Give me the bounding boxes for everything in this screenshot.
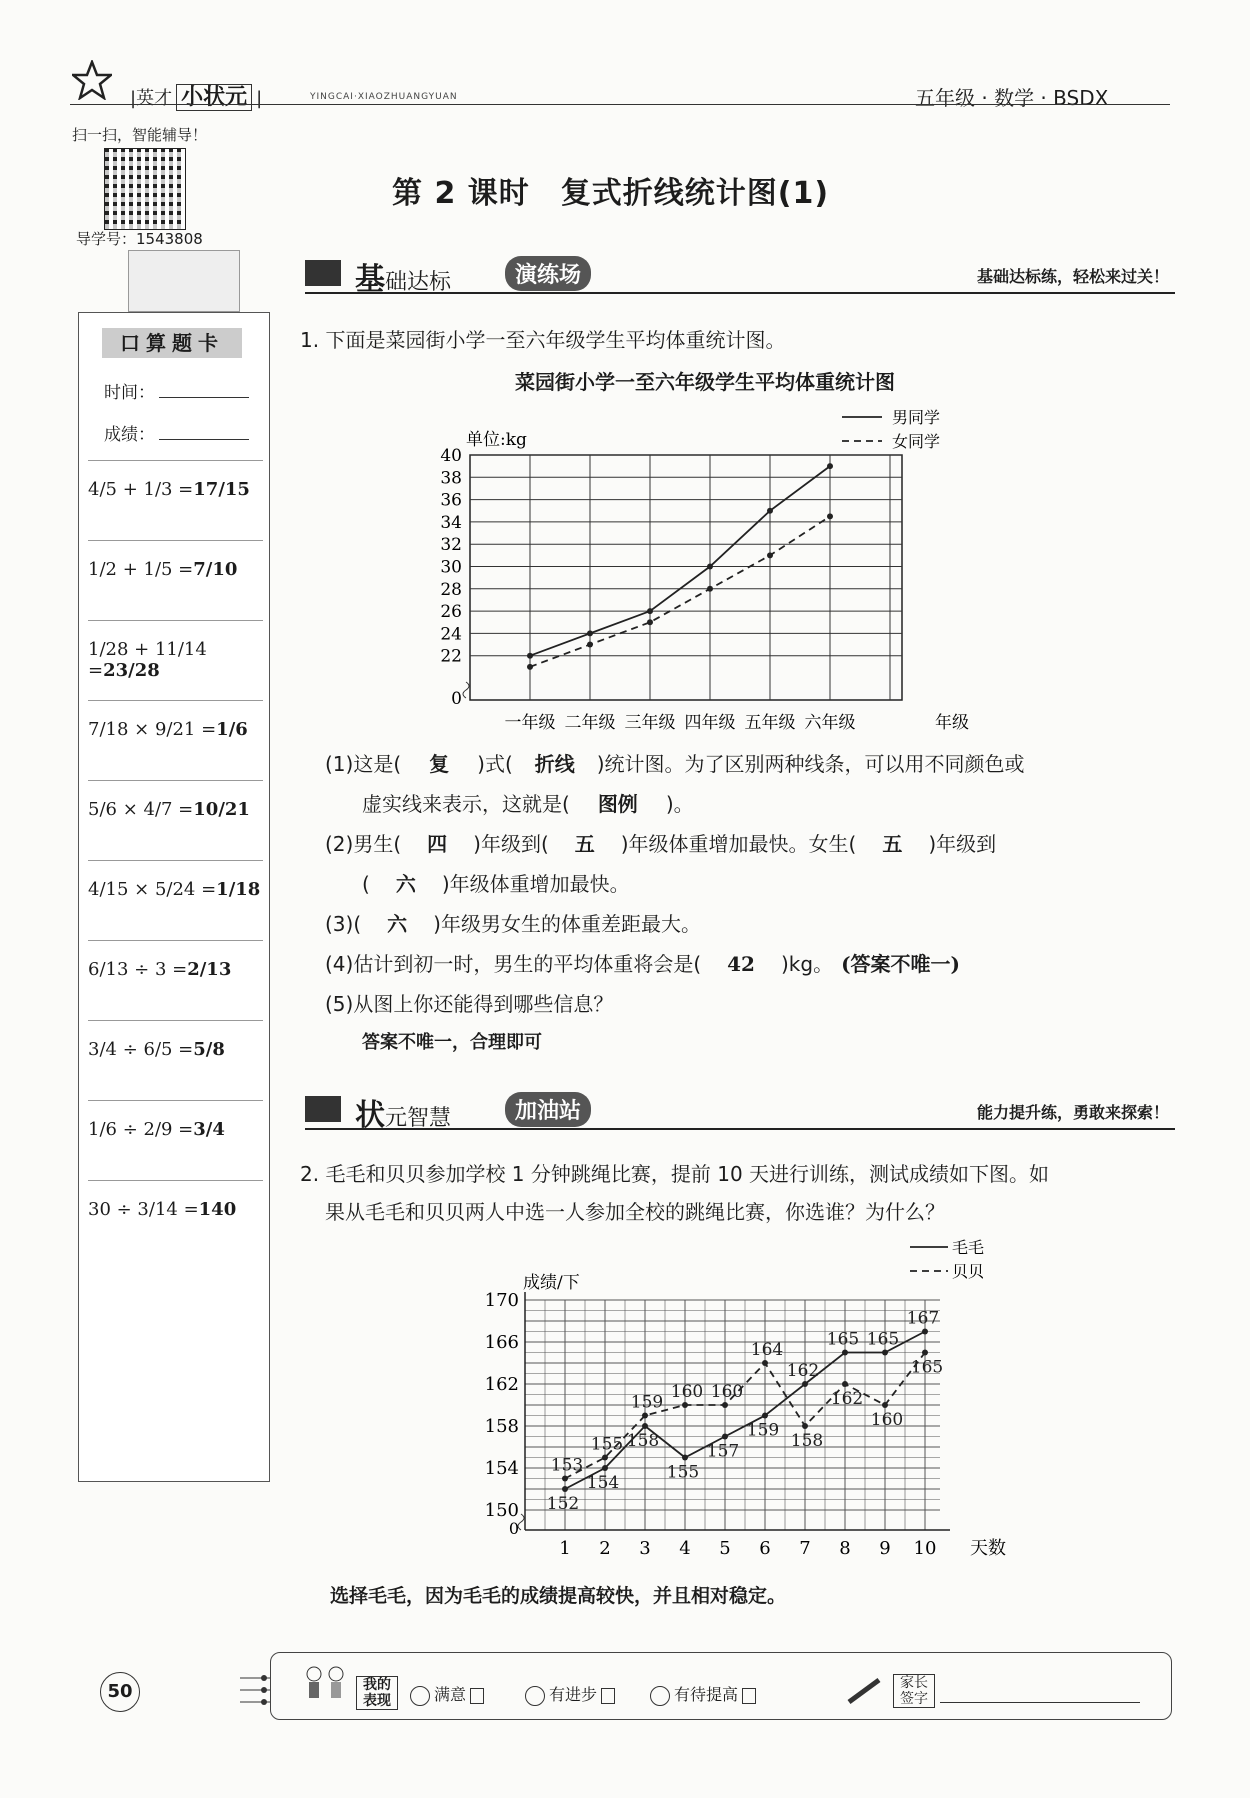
chart2-data-label: 155 — [590, 1434, 624, 1455]
chart1-point — [587, 630, 593, 636]
q1-p2-text-a: (2)男生( — [325, 832, 402, 856]
chart1-legend-label: 女同学 — [892, 432, 941, 451]
card-title: 口算题卡 — [102, 328, 242, 358]
time-blank[interactable] — [159, 397, 249, 398]
calc-expr-text: 1/28 + 11/14 = — [88, 639, 207, 681]
chart2-data-label: 165 — [910, 1357, 944, 1378]
chart1-xtick-label: 三年级 — [624, 713, 676, 733]
chart2-ytick-label: 150 — [484, 1500, 519, 1521]
calc-answer[interactable]: 23/28 — [103, 660, 160, 681]
q1-p2-answer-3[interactable]: 五 — [882, 832, 903, 856]
chart1-ytick-label: 30 — [440, 557, 462, 578]
chart1-ytick-label: 36 — [440, 490, 462, 511]
q1-p1-answer-2[interactable]: 折线 — [534, 752, 575, 776]
chart2-data-label: 158 — [626, 1431, 660, 1451]
chart2-xtick-label: 7 — [799, 1538, 811, 1559]
grade-subject: 五年级 · 数学 · BSDX — [915, 86, 1109, 110]
option-satisfied-label: 满意 — [434, 1685, 467, 1704]
chart2-data-label: 162 — [830, 1389, 864, 1409]
chart1-ytick-label: 32 — [440, 535, 462, 556]
q1-part4 — [325, 950, 960, 978]
q1-stem: 1. 下面是菜园街小学一至六年级学生平均体重统计图。 — [300, 328, 786, 352]
chart2-legend-label: 贝贝 — [952, 1262, 985, 1281]
brand-part-a: 英才 — [136, 88, 173, 109]
q1-p1-text-c: )统计图。为了区别两种线条，可以用不同颜色或 — [596, 752, 1025, 776]
chart2-data-label: 159 — [630, 1392, 664, 1413]
chart2-xtick-label: 2 — [599, 1538, 611, 1559]
chart2-point — [802, 1381, 808, 1387]
calc-item — [88, 860, 263, 931]
chart2-data-label: 155 — [666, 1462, 700, 1483]
chart1-ytick-label: 24 — [440, 624, 462, 645]
brand-name: |英才 小状元 | — [130, 85, 263, 110]
chart1-point — [707, 586, 713, 592]
option-progress-checkbox[interactable] — [601, 1688, 615, 1704]
q2-stem-line2: 果从毛毛和贝贝两人中选一人参加全校的跳绳比赛，你选谁？为什么？ — [325, 1200, 945, 1224]
chart2-data-label: 154 — [586, 1473, 620, 1493]
time-field — [104, 378, 249, 403]
calc-answer[interactable]: 5/8 — [193, 1039, 225, 1060]
calc-expression — [88, 1039, 225, 1060]
page-number: 50 — [100, 1672, 140, 1712]
calc-expression — [88, 1119, 225, 1140]
calc-item — [88, 1020, 263, 1091]
chart2-data-label: 152 — [546, 1494, 580, 1514]
chart1-point — [527, 664, 533, 670]
chart2-point — [802, 1423, 808, 1429]
chart1-legend-label: 男同学 — [892, 408, 941, 427]
chart1-ytick-label: 22 — [440, 646, 462, 667]
q1-p1-answer-3[interactable]: 图例 — [597, 792, 638, 816]
chart2-data-label: 153 — [550, 1455, 584, 1476]
my-performance-label: 我的表现 — [356, 1676, 398, 1710]
calc-expr-text: 4/5 + 1/3 = — [88, 479, 194, 500]
chart2-data-label: 160 — [710, 1382, 744, 1402]
chart1-point — [827, 513, 833, 519]
q1-p2-answer-1[interactable]: 四 — [427, 832, 448, 856]
chart2-data-label: 167 — [906, 1308, 940, 1329]
q1-p2-answer-4[interactable]: 六 — [395, 872, 416, 896]
chart1-ytick-label: 26 — [440, 602, 462, 623]
chart2-data-label: 160 — [870, 1410, 904, 1430]
q1-p4-text-b: )kg。 — [780, 952, 834, 976]
chart2-point — [682, 1455, 688, 1461]
calc-item — [88, 1100, 263, 1171]
chart1-point — [767, 508, 773, 514]
q1-p1-text-a: (1)这是( — [325, 752, 402, 776]
q1-p2-answer-2[interactable]: 五 — [574, 832, 595, 856]
chart2-ylabel: 成绩/下 — [523, 1273, 580, 1293]
calc-expression — [88, 879, 260, 900]
calc-answer[interactable]: 7/10 — [193, 559, 238, 580]
calc-expr-text: 1/2 + 1/5 = — [88, 559, 194, 580]
section-advanced-title-small: 元智慧 — [385, 1106, 452, 1131]
chart2-point — [682, 1402, 688, 1408]
chart2-point — [762, 1360, 768, 1366]
chart1-xtick-label: 一年级 — [504, 713, 556, 733]
chart2-data-label: 165 — [826, 1329, 860, 1350]
calc-expr-text: 30 ÷ 3/14 = — [88, 1199, 199, 1220]
calc-expression — [88, 639, 263, 681]
calc-expression — [88, 799, 250, 820]
calc-expr-text: 4/15 × 5/24 = — [88, 879, 217, 900]
section-basic-title — [355, 254, 451, 298]
q1-p1-text-e: )。 — [665, 792, 694, 816]
score-field — [104, 420, 249, 445]
chart1-ytick-label: 38 — [440, 468, 462, 489]
chart2-ytick-label: 154 — [484, 1458, 519, 1479]
q2-stem-line1: 2. 毛毛和贝贝参加学校 1 分钟跳绳比赛，提前 10 天进行训练，测试成绩如下图。如 — [300, 1162, 1050, 1186]
chart2-xtick-label: 1 — [559, 1538, 571, 1559]
section-advanced-badge: 加油站 — [505, 1092, 591, 1127]
chart2-data-label: 159 — [746, 1420, 780, 1441]
section-advanced-title-big: 状 — [355, 1098, 385, 1133]
chart2-point — [562, 1486, 568, 1492]
chart1-ytick-label: 28 — [440, 579, 462, 600]
chart2-point — [842, 1381, 848, 1387]
bar-chart-icon — [305, 260, 341, 286]
option-progress-label: 有进步 — [549, 1685, 598, 1704]
chart1-point — [827, 463, 833, 469]
q1-part5: (5)从图上你还能得到哪些信息？ — [325, 992, 614, 1016]
calc-item — [88, 1180, 263, 1251]
header-rule — [70, 104, 1170, 105]
chart2-point — [642, 1423, 648, 1429]
q1-p4-note: (答案不唯一) — [841, 952, 961, 976]
chart2-data-label: 164 — [750, 1340, 784, 1360]
score-label: 成绩： — [104, 425, 155, 445]
chart1-xtick-label: 二年级 — [564, 713, 616, 733]
calc-answer[interactable]: 1/18 — [216, 879, 261, 900]
calc-expression — [88, 479, 250, 500]
time-label: 时间： — [104, 383, 155, 403]
chart2-point — [562, 1476, 568, 1482]
chart1-point — [767, 552, 773, 558]
chart1-axis-break — [463, 682, 469, 698]
chart1-title: 菜园街小学一至六年级学生平均体重统计图 — [515, 370, 895, 394]
chart2-xtick-label: 10 — [913, 1538, 937, 1559]
brand-pinyin: YINGCAI·XIAOZHUANGYUAN — [310, 92, 458, 102]
chart2-xtick-label: 4 — [679, 1538, 691, 1559]
calc-item — [88, 780, 263, 851]
calc-expr-text: 5/6 × 4/7 = — [88, 799, 194, 820]
q1-p1-text-d: 虚实线来表示，这就是( — [362, 792, 570, 816]
parent-sign-line[interactable] — [940, 1702, 1140, 1703]
chart2-xtick-label: 3 — [639, 1538, 651, 1559]
q2-answer[interactable]: 选择毛毛，因为毛毛的成绩提高较快，并且相对稳定。 — [330, 1585, 787, 1607]
calc-expression — [88, 1199, 236, 1220]
q1-part2-line1 — [325, 830, 996, 858]
chart2-point — [922, 1350, 928, 1356]
section-basic-badge: 演练场 — [505, 256, 591, 291]
q1-p2-text-c: )年级体重增加最快。女生( — [620, 832, 857, 856]
q1-part3 — [325, 910, 701, 938]
chart1-series-line — [530, 466, 830, 656]
grin-face-icon — [525, 1686, 545, 1706]
q1-p3-answer[interactable]: 六 — [387, 912, 408, 936]
chart2-point — [922, 1329, 928, 1335]
q1-p2-text-b: )年级到( — [473, 832, 549, 856]
smile-face-icon — [410, 1686, 430, 1706]
qr-code-icon[interactable] — [104, 148, 186, 230]
lesson-title: 第 2 课时 复式折线统计图(1) — [392, 176, 830, 211]
calc-expression — [88, 959, 231, 980]
calc-item — [88, 460, 263, 531]
chart1-xtick-label: 四年级 — [684, 713, 736, 733]
chart2-point — [762, 1413, 768, 1419]
trophy-icon — [305, 1096, 341, 1122]
q1-p1-answer-1[interactable]: 复 — [429, 752, 450, 776]
section-advanced-title — [355, 1090, 451, 1134]
chart2-ytick-label: 162 — [484, 1374, 519, 1395]
weight-line-chart — [380, 400, 1080, 740]
calc-expr-text: 3/4 ÷ 6/5 = — [88, 1039, 194, 1060]
q1-p2-text-d: )年级到 — [928, 832, 997, 856]
calc-expr-text: 6/13 ÷ 3 = — [88, 959, 188, 980]
chart1-xtick-label: 五年级 — [744, 713, 796, 733]
chart1-ytick-label: 40 — [440, 446, 462, 466]
chart1-unit-label: 单位:kg — [466, 430, 527, 450]
star-logo-icon — [72, 60, 112, 100]
section-advanced-bar — [305, 1090, 1175, 1133]
option-progress[interactable] — [525, 1682, 615, 1706]
calc-expr-text: 7/18 × 9/21 = — [88, 719, 217, 740]
q1-part2-line2 — [362, 870, 630, 898]
option-improve[interactable] — [650, 1682, 756, 1706]
chart2-data-label: 165 — [866, 1329, 900, 1350]
neutral-face-icon — [650, 1686, 670, 1706]
section-basic-title-big: 基 — [355, 262, 385, 297]
chart2-xtick-label: 6 — [759, 1538, 771, 1559]
chart1-point — [647, 608, 653, 614]
chart2-point — [602, 1455, 608, 1461]
chart1-point — [647, 619, 653, 625]
chart2-xtick-label: 5 — [719, 1538, 731, 1559]
chart2-data-label: 162 — [786, 1361, 820, 1381]
calc-answer[interactable]: 140 — [198, 1199, 237, 1220]
chart2-ytick-label: 166 — [484, 1332, 519, 1353]
connector-icon — [240, 1670, 270, 1710]
calc-answer[interactable]: 17/15 — [193, 479, 250, 500]
q1-p3-text-a: (3)( — [325, 912, 362, 936]
chart1-xaxis-label: 年级 — [935, 713, 969, 733]
chart2-ytick-label: 170 — [484, 1290, 519, 1311]
calc-item — [88, 700, 263, 771]
chart2-legend-label: 毛毛 — [952, 1238, 985, 1257]
q1-p3-text-b: )年级男女生的体重差距最大。 — [433, 912, 701, 936]
chart2-ytick-label: 158 — [484, 1416, 519, 1437]
q1-p4-text-a: (4)估计到初一时，男生的平均体重将会是( — [325, 952, 702, 976]
q1-part1-line1 — [325, 750, 1025, 778]
guide-number: 导学号：1543808 — [76, 230, 203, 248]
q1-part5-answer[interactable]: 答案不唯一，合理即可 — [362, 1032, 542, 1053]
calc-item — [88, 940, 263, 1011]
chart2-point — [882, 1402, 888, 1408]
rope-skipping-chart — [470, 1235, 1030, 1580]
chart1-point — [587, 642, 593, 648]
chart2-data-label: 160 — [670, 1382, 704, 1402]
chart2-xtick-label: 8 — [839, 1538, 851, 1559]
calc-answer[interactable]: 1/6 — [216, 719, 248, 740]
section-advanced-slogan: 能力提升练，勇敢来探索！ — [976, 1103, 1169, 1122]
option-improve-checkbox[interactable] — [742, 1688, 756, 1704]
calc-answer[interactable]: 3/4 — [193, 1119, 225, 1140]
chart2-point — [842, 1350, 848, 1356]
chart1-series-line — [530, 516, 830, 667]
pen-icon — [845, 1676, 885, 1706]
chart1-frame — [470, 455, 902, 700]
calc-answer[interactable]: 2/13 — [187, 959, 232, 980]
chart2-xaxis-label: 天数 — [970, 1538, 1006, 1559]
q1-p2-text-f: )年级体重增加最快。 — [441, 872, 630, 896]
q1-p1-text-b: )式( — [477, 752, 513, 776]
chart2-ytick-label: 0 — [508, 1519, 519, 1538]
chart2-data-label: 158 — [790, 1431, 824, 1451]
chart1-ytick-label: 34 — [440, 512, 462, 533]
chart2-point — [642, 1413, 648, 1419]
calc-item — [88, 540, 263, 611]
calc-expression — [88, 559, 237, 580]
chart2-point — [722, 1402, 728, 1408]
q1-p4-answer[interactable]: 42 — [727, 952, 755, 976]
q1-part1-line2 — [362, 790, 694, 818]
chart2-xtick-label: 9 — [879, 1538, 891, 1559]
calc-expr-text: 1/6 ÷ 2/9 = — [88, 1119, 194, 1140]
kids-icon — [300, 1664, 350, 1710]
option-satisfied[interactable] — [410, 1682, 484, 1706]
chart2-point — [602, 1465, 608, 1471]
brand-part-b: 小状元 — [176, 84, 252, 111]
option-improve-label: 有待提高 — [674, 1685, 739, 1704]
chart1-point — [527, 653, 533, 659]
students-illustration — [128, 250, 240, 312]
chart2-point — [882, 1350, 888, 1356]
calc-item — [88, 620, 263, 691]
chart2-point — [722, 1434, 728, 1440]
score-blank[interactable] — [159, 439, 249, 440]
parent-sign-label: 家长签字 — [893, 1674, 935, 1708]
calc-expression — [88, 719, 248, 740]
chart1-point — [707, 564, 713, 570]
chart2-data-label: 157 — [706, 1441, 740, 1462]
scan-text: 扫一扫，智能辅导！ — [72, 126, 208, 144]
q1-p2-text-e: ( — [362, 872, 370, 896]
calc-answer[interactable]: 10/21 — [193, 799, 250, 820]
section-basic-title-small: 础达标 — [385, 270, 452, 295]
chart1-xtick-label: 六年级 — [804, 713, 856, 733]
option-satisfied-checkbox[interactable] — [470, 1688, 484, 1704]
section-basic-slogan: 基础达标练，轻松来过关！ — [976, 267, 1169, 286]
chart1-ytick-label: 0 — [451, 689, 462, 709]
section-basic-bar — [305, 254, 1175, 297]
